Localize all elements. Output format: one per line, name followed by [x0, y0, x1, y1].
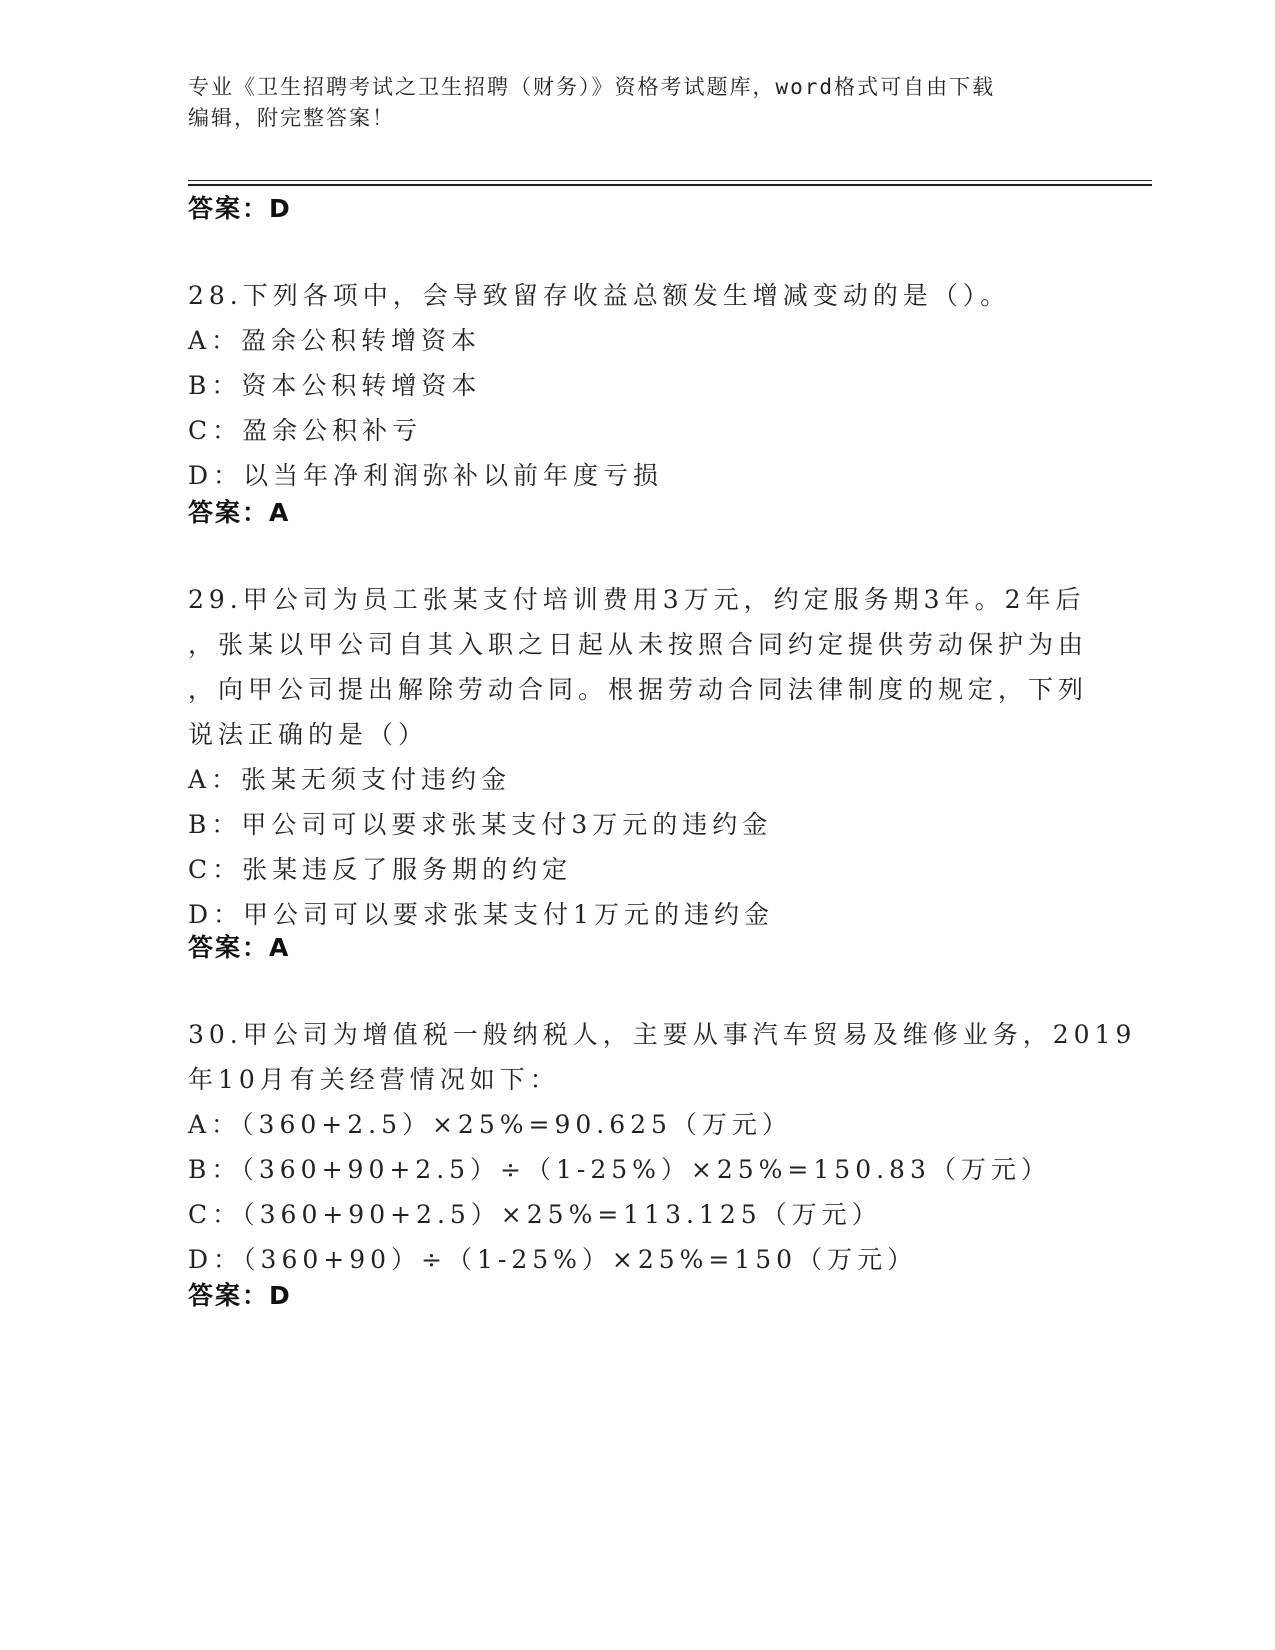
- question-29-option-c: C：张某违反了服务期的约定: [188, 855, 573, 884]
- question-28-answer: 答案：A: [188, 498, 291, 527]
- question-29-option-d: D：甲公司可以要求张某支付1万元的违约金: [188, 900, 774, 929]
- document-header: [188, 72, 1088, 134]
- question-29-stem-line-3: ，向甲公司提出解除劳动合同。根据劳动合同法律制度的规定，下列: [188, 675, 1089, 704]
- question-28-option-b: B：资本公积转增资本: [188, 371, 482, 400]
- question-30: [188, 1012, 1137, 1282]
- question-28-option-c: C：盈余公积补亏: [188, 416, 423, 445]
- question-28-option-a: A：盈余公积转增资本: [188, 326, 482, 355]
- question-28: [188, 273, 1088, 498]
- header-divider-top: [188, 180, 1152, 181]
- question-29-option-b: B：甲公司可以要求张某支付3万元的违约金: [188, 810, 773, 839]
- header-line-1: 专业《卫生招聘考试之卫生招聘（财务）》资格考试题库，word格式可自由下载: [188, 75, 996, 99]
- question-29-stem-line-4: 说法正确的是（）: [188, 720, 429, 749]
- question-30-option-d: D：（360+90）÷（1-25%）×25%=150（万元）: [188, 1245, 918, 1274]
- question-29: [188, 577, 1088, 937]
- header-line-2: 编辑，附完整答案！: [188, 106, 395, 130]
- question-28-stem: 28.下列各项中，会导致留存收益总额发生增减变动的是（）。: [188, 281, 1011, 310]
- question-30-option-a: A：（360+2.5）×25%=90.625（万元）: [188, 1110, 792, 1139]
- question-30-option-c: C：（360+90+2.5）×25%=113.125（万元）: [188, 1200, 882, 1229]
- header-divider-bottom: [188, 184, 1152, 186]
- question-30-stem-line-1: 30.甲公司为增值税一般纳税人，主要从事汽车贸易及维修业务，2019: [188, 1020, 1137, 1049]
- question-30-stem-line-2: 年10月有关经营情况如下：: [188, 1065, 560, 1094]
- question-28-option-d: D：以当年净利润弥补以前年度亏损: [188, 461, 664, 490]
- question-29-stem-line-1: 29.甲公司为员工张某支付培训费用3万元，约定服务期3年。2年后: [188, 585, 1086, 614]
- question-29-stem-line-2: ，张某以甲公司自其入职之日起从未按照合同约定提供劳动保护为由: [188, 630, 1089, 659]
- question-29-answer: 答案：A: [188, 933, 291, 962]
- previous-answer: 答案：D: [188, 194, 292, 223]
- question-30-answer: 答案：D: [188, 1281, 292, 1310]
- question-30-option-b: B：（360+90+2.5）÷（1-25%）×25%=150.83（万元）: [188, 1155, 1051, 1184]
- question-29-option-a: A：张某无须支付违约金: [188, 765, 512, 794]
